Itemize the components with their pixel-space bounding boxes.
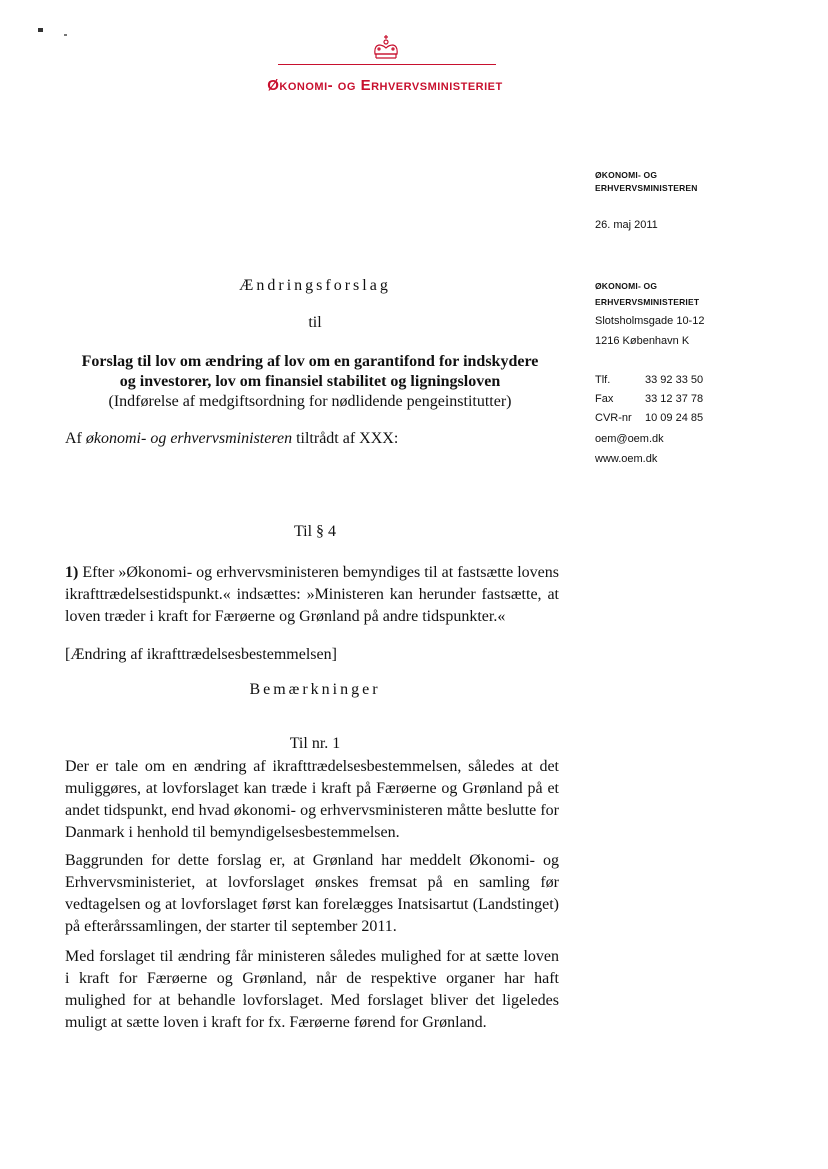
street-address: Slotsholmsgade 10-12	[595, 315, 705, 327]
sender-line2: ERHVERVSMINISTEREN	[595, 183, 698, 193]
contact-label: Fax	[595, 393, 614, 405]
city-address: 1216 København K	[595, 335, 690, 347]
proposer-prefix: Af	[65, 430, 86, 447]
bill-title-line2: og investorer, lov om finansiel stabilitet og ligningsloven	[119, 373, 501, 390]
email-link[interactable]: oem@oem.dk	[595, 433, 664, 445]
remarks-paragraph-3: Med forslaget til ændring får ministeren således mulighed for at sætte loven i kraft for Færøerne og Grønland, når de respektive organer har haft mulighed for at behandle lovforslaget. Med forslaget bliver det ligeledes muligt at sætte loven i kraft for fx. Færøerne førend for Grønland.	[65, 948, 559, 1031]
contact-label: CVR-nr	[595, 412, 632, 424]
org-line2: ERHVERVSMINISTERIET	[595, 297, 700, 307]
amendment-note: [Ændring af ikrafttrædelsesbestemmelsen]	[65, 646, 337, 663]
bill-title-line1: Forslag til lov om ændring af lov om en garantifond for indskydere	[81, 353, 539, 370]
contact-label: Tlf.	[595, 374, 611, 386]
bill-subtitle: (Indførelse af medgiftsordning for nødlidende pengeinstitutter)	[108, 393, 512, 410]
letter-date: 26. maj 2011	[595, 219, 658, 231]
ministry-name: Økonomi- og Erhvervsministeriet	[267, 77, 503, 94]
remarks-paragraph-2: Baggrunden for dette forslag er, at Grønland har meddelt Økonomi- og Erhvervsministeriet, at lovforslaget ønskes fremsat på en samling før vedtagelsen og at lovforslaget først kan forelægges Inatsisartut (Landstinget) på efterårssamlingen, der starter til september 2011.	[65, 852, 559, 935]
document-heading: Ændringsforslag	[239, 277, 391, 294]
scan-speck	[64, 34, 67, 36]
remarks-subheading: Til nr. 1	[289, 735, 341, 752]
website-link[interactable]: www.oem.dk	[595, 453, 658, 465]
contact-fax	[595, 393, 703, 405]
amendment-body: Efter »Økonomi- og erhvervsministeren bemyndiges til at fastsætte lovens ikrafttrædelsestidspunkt.« indsættes: »Ministeren kan herunder fastsætte, at loven træder i kraft for Færøerne og Grønland på andre tidspunkter.«	[65, 564, 559, 625]
contact-value: 33 12 37 78	[645, 393, 704, 405]
section-title: Til § 4	[293, 523, 337, 540]
sender-line1: ØKONOMI- OG	[595, 170, 658, 180]
header-rule	[278, 64, 496, 65]
crown-icon	[370, 34, 402, 62]
contact-value: 10 09 24 85	[645, 412, 704, 424]
proposer-line	[65, 430, 398, 448]
org-line1: ØKONOMI- OG	[595, 281, 658, 291]
til-label: til	[308, 314, 322, 331]
amendment-text	[65, 562, 559, 628]
scan-speck	[38, 28, 43, 32]
contact-phone	[595, 374, 703, 386]
contact-cvr	[595, 412, 703, 424]
contact-value: 33 92 33 50	[645, 374, 704, 386]
remarks-paragraph-1: Der er tale om en ændring af ikrafttrædelsesbestemmelsen, således at det muliggøres, at lovforslaget kan træde i kraft på Færøerne og Grønland på et andet tidspunkt, end hvad økonomi- og erhvervsministeren måtte beslutte for Danmark i henhold til bemyndigelsesbestemmelsen.	[65, 758, 559, 841]
proposer-name: økonomi- og erhvervsministeren	[85, 430, 293, 447]
amendment-number: 1)	[65, 564, 79, 581]
remarks-heading: Bemærkninger	[249, 681, 381, 698]
proposer-suffix: tiltrådt af XXX:	[292, 430, 399, 447]
